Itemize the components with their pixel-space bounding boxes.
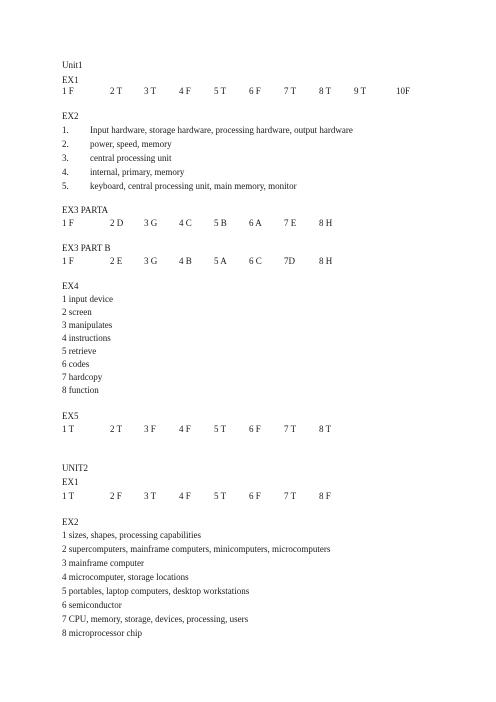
- unit1-ex3a-answers: [62, 218, 462, 229]
- unit1-ex3b-answers: [62, 256, 462, 267]
- list-item: 1 sizes, shapes, processing capabilities: [62, 530, 201, 540]
- list-item: 3 mainframe computer: [62, 558, 144, 568]
- answer: 2 T: [110, 86, 123, 96]
- list-item: 4 microcomputer, storage locations: [62, 572, 189, 582]
- list-item: 5 retrieve: [62, 346, 97, 356]
- list-item: 6 codes: [62, 359, 90, 369]
- unit1-title: Unit1: [62, 60, 83, 70]
- answer: 7 E: [284, 218, 297, 228]
- unit2-ex1-heading: EX1: [62, 477, 79, 487]
- answer: 5 T: [214, 86, 227, 96]
- answer: 2 T: [110, 424, 123, 434]
- list-number: 3.: [62, 153, 69, 163]
- unit1-ex5-answers: [62, 424, 462, 435]
- answer: 3 T: [144, 491, 157, 501]
- unit1-ex2-heading: EX2: [62, 111, 79, 121]
- unit2-ex2-heading: EX2: [62, 517, 79, 527]
- answer: 5 A: [214, 256, 227, 266]
- answer: 4 F: [179, 86, 191, 96]
- answer: 8 F: [319, 491, 331, 501]
- unit1-ex5-heading: EX5: [62, 411, 79, 421]
- list-item: keyboard, central processing unit, main memory, monitor: [90, 181, 297, 191]
- list-number: 5.: [62, 181, 69, 191]
- answer: 4 B: [179, 256, 192, 266]
- answer: 6 A: [249, 218, 262, 228]
- answer: 2 D: [110, 218, 124, 228]
- list-item: 7 hardcopy: [62, 372, 103, 382]
- list-item: 6 semiconductor: [62, 600, 122, 610]
- list-item: 3 manipulates: [62, 320, 113, 330]
- answer: 6 C: [249, 256, 262, 266]
- list-item: 2 screen: [62, 307, 92, 317]
- list-item: 8 function: [62, 385, 99, 395]
- answer: 5 T: [214, 424, 227, 434]
- answer: 3 G: [144, 218, 158, 228]
- unit1-ex4-heading: EX4: [62, 281, 79, 291]
- unit1-ex3b-heading: EX3 PART B: [62, 243, 111, 253]
- unit2-ex1-answers: [62, 491, 462, 502]
- list-item: 8 microprocessor chip: [62, 628, 142, 638]
- list-item: 2 supercomputers, mainframe computers, minicomputers, microcomputers: [62, 544, 331, 554]
- answer: 4 F: [179, 424, 191, 434]
- list-item: internal, primary, memory: [90, 167, 185, 177]
- answer: 3 T: [144, 86, 157, 96]
- answer: 7D: [284, 256, 295, 266]
- answer: 6 F: [249, 424, 261, 434]
- answer: 8 T: [319, 424, 332, 434]
- answer: 5 B: [214, 218, 227, 228]
- answer: 7 T: [284, 424, 297, 434]
- answer: 3 F: [144, 424, 156, 434]
- list-item: 7 CPU, memory, storage, devices, processing, users: [62, 614, 249, 624]
- list-item: power, speed, memory: [90, 139, 172, 149]
- list-item: Input hardware, storage hardware, processing hardware, output hardware: [90, 125, 353, 135]
- list-item: 4 instructions: [62, 333, 111, 343]
- unit1-ex1-heading: EX1: [62, 75, 79, 85]
- list-number: 1.: [62, 125, 69, 135]
- unit1-ex3a-heading: EX3 PARTA: [62, 205, 109, 215]
- answer: 3 G: [144, 256, 158, 266]
- answer: 5 T: [214, 491, 227, 501]
- answer: 4 C: [179, 218, 192, 228]
- list-item: 5 portables, laptop computers, desktop workstations: [62, 586, 250, 596]
- unit1-ex1-answers: [62, 86, 462, 97]
- answer: 6 F: [249, 491, 261, 501]
- answer: 1 F: [62, 256, 74, 266]
- answer: 8 H: [319, 218, 333, 228]
- answer: 9 T: [354, 86, 367, 96]
- answer: 2 E: [110, 256, 123, 266]
- answer: 7 T: [284, 491, 297, 501]
- answer: 8 H: [319, 256, 333, 266]
- answer: 4 F: [179, 491, 191, 501]
- answer: 6 F: [249, 86, 261, 96]
- answer: 8 T: [319, 86, 332, 96]
- answer: 1 F: [62, 218, 74, 228]
- unit2-title: UNIT2: [62, 463, 88, 473]
- list-number: 4.: [62, 167, 69, 177]
- list-number: 2.: [62, 139, 69, 149]
- answer: 1 F: [62, 86, 74, 96]
- answer: 1 T: [62, 491, 75, 501]
- list-item: 1 input device: [62, 294, 113, 304]
- answer: 7 T: [284, 86, 297, 96]
- answer: 1 T: [62, 424, 75, 434]
- answer: 2 F: [110, 491, 122, 501]
- list-item: central processing unit: [90, 153, 172, 163]
- answer: 10F: [396, 86, 411, 96]
